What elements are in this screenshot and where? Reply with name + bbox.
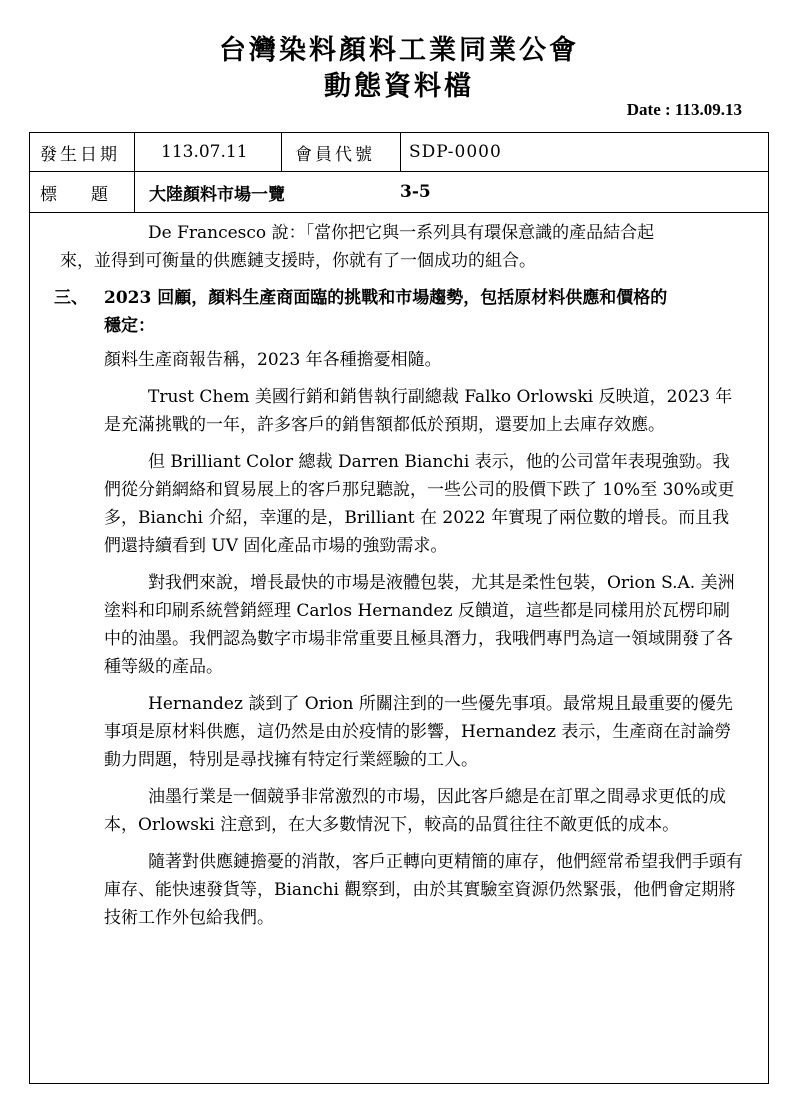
intro-line-2: 來，並得到可衡量的供應鏈支援時，你就有了一個成功的組合。 <box>60 251 536 271</box>
paragraph-4: Hernandez 談到了 Orion 所關注到的一些優先事項。最常規且最重要的優先事項是原材料供應，這仍然是由於疫情的影響，Hernandez 表示，生產商在討論勞動力問題，特別是尋找擁有特定行業經驗的工人。 <box>104 694 733 770</box>
date-value: 113.07.11 <box>135 133 282 171</box>
lead-paragraph: 顏料生產商報告稱，2023 年各種擔憂相隨。 <box>104 350 442 370</box>
paragraph-5: 油墨行業是一個競爭非常激烈的市場，因此客戶總是在訂單之間尋求更低的成本，Orlowski 注意到，在大多數情況下，較高的品質往往不敵更低的成本。 <box>104 787 726 835</box>
document-frame <box>29 132 769 1084</box>
section-number: 三、 <box>54 288 88 308</box>
document-title-line1: 台灣染料顏料工業同業公會 <box>219 35 579 66</box>
paragraph-1: Trust Chem 美國行銷和銷售執行副總裁 Falko Orlowski 反映道，2023 年是充滿挑戰的一年，許多客戶的銷售額都低於預期，還要加上去庫存效應。 <box>104 387 733 435</box>
info-row-date-member <box>30 133 768 172</box>
document-date: Date : 113.09.13 <box>626 100 742 119</box>
subject-label: 標 題 <box>30 172 135 212</box>
member-label: 會員代號 <box>282 133 401 171</box>
document-body <box>30 219 768 941</box>
subject-value: 大陸顏料市場一覽 <box>149 184 285 205</box>
paragraph-3: 對我們來說，增長最快的市場是液體包裝，尤其是柔性包裝，Orion S.A. 美洲塗料和印刷系統營銷經理 Carlos Hernandez 反饋道，這些都是同樣用於瓦楞印刷中的油墨。我們認為數字市場非常重要且極具潛力，我哦們專門為這一領域開發了各種等級的產品。 <box>104 573 735 677</box>
section-heading-line1: 2023 回顧，顏料生產商面臨的挑戰和市場趨勢，包括原材料供應和價格的 <box>104 288 668 308</box>
document-title-line2: 動態資料檔 <box>324 71 474 102</box>
paragraph-6: 隨著對供應鏈擔憂的消散，客戶正轉向更精簡的庫存，他們經常希望我們手頭有庫存、能快速發貨等，Bianchi 觀察到，由於其實驗室資源仍然緊張，他們會定期將技術工作外包給我們。 <box>104 852 743 928</box>
date-label: 發生日期 <box>30 133 135 171</box>
intro-line-1: De Francesco 說：「當你把它與一系列具有環保意識的產品結合起 <box>148 223 655 243</box>
subject-page: 3-5 <box>400 182 431 202</box>
intro-paragraph <box>60 219 744 275</box>
info-row-subject <box>30 172 768 213</box>
section-heading-line2: 穩定： <box>104 316 155 336</box>
member-value: SDP-0000 <box>409 142 502 162</box>
paragraph-2: 但 Brilliant Color 總裁 Darren Bianchi 表示，他的公司當年表現強勁。我們從分銷網絡和貿易展上的客戶那兒聽說，一些公司的股價下跌了 10%至 30%或更多，Bianchi 介紹，幸運的是，Brilliant 在 2022 年實現了兩位數的增長。而且我們還持續看到 UV 固化產品市場的強勁需求。 <box>104 452 735 556</box>
section-heading <box>54 284 754 340</box>
